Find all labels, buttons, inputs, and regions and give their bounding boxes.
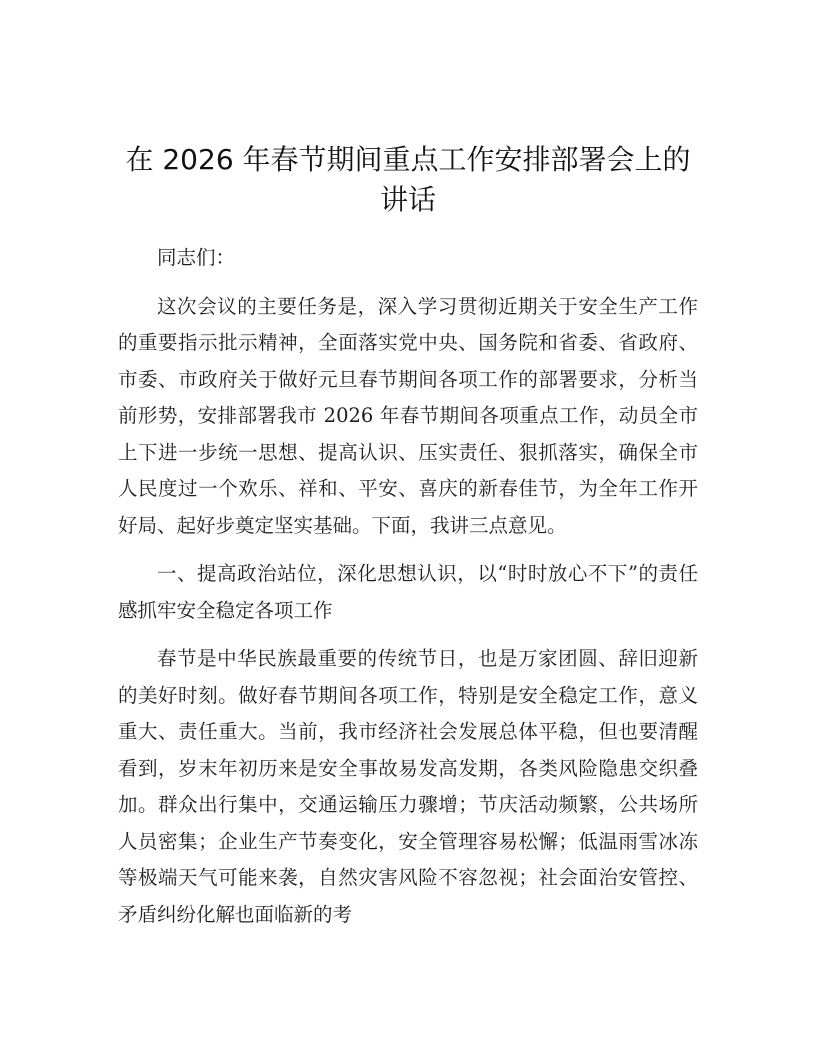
paragraph-section-one: 春节是中华民族最重要的传统节日，也是万家团圆、辞旧迎新的美好时刻。做好春节期间各项工作，特别是安全稳定工作，意义重大、责任重大。当前，我市经济社会发展总体平稳，但也要清醒看到，岁末年初历来是安全事故易发高发期，各类风险隐患交织叠加。群众出行集中，交通运输压力骤增；节庆活动频繁，公共场所人员密集；企业生产节奏变化，安全管理容易松懈；低温雨雪冰冻等极端天气可能来袭，自然灾害风险不容忽视；社会面治安管控、矛盾纠纷化解也面临新的考 <box>118 647 698 926</box>
section-heading-one: 一、提高政治站位，深化思想认识，以“时时放心不下”的责任感抓牢安全稳定各项工作 <box>118 562 698 622</box>
document-title: 在 2026 年春节期间重点工作安排部署会上的讲话 <box>125 143 691 216</box>
document-body <box>118 240 698 945</box>
paragraph-intro: 这次会议的主要任务是，深入学习贯彻近期关于安全生产工作的重要指示批示精神，全面落实党中央、国务院和省委、省政府、市委、市政府关于做好元旦春节期间各项工作的部署要求，分析当前形势，安排部署我市 2026 年春节期间各项重点工作，动员全市上下进一步统一思想、提高认识、压实责任、狠抓落实，确保全市人民度过一个欢乐、祥和、平安、喜庆的新春佳节，为全年工作开好局、起好步奠定坚实基础。下面，我讲三点意见。 <box>118 294 698 537</box>
salutation: 同志们： <box>157 246 236 269</box>
